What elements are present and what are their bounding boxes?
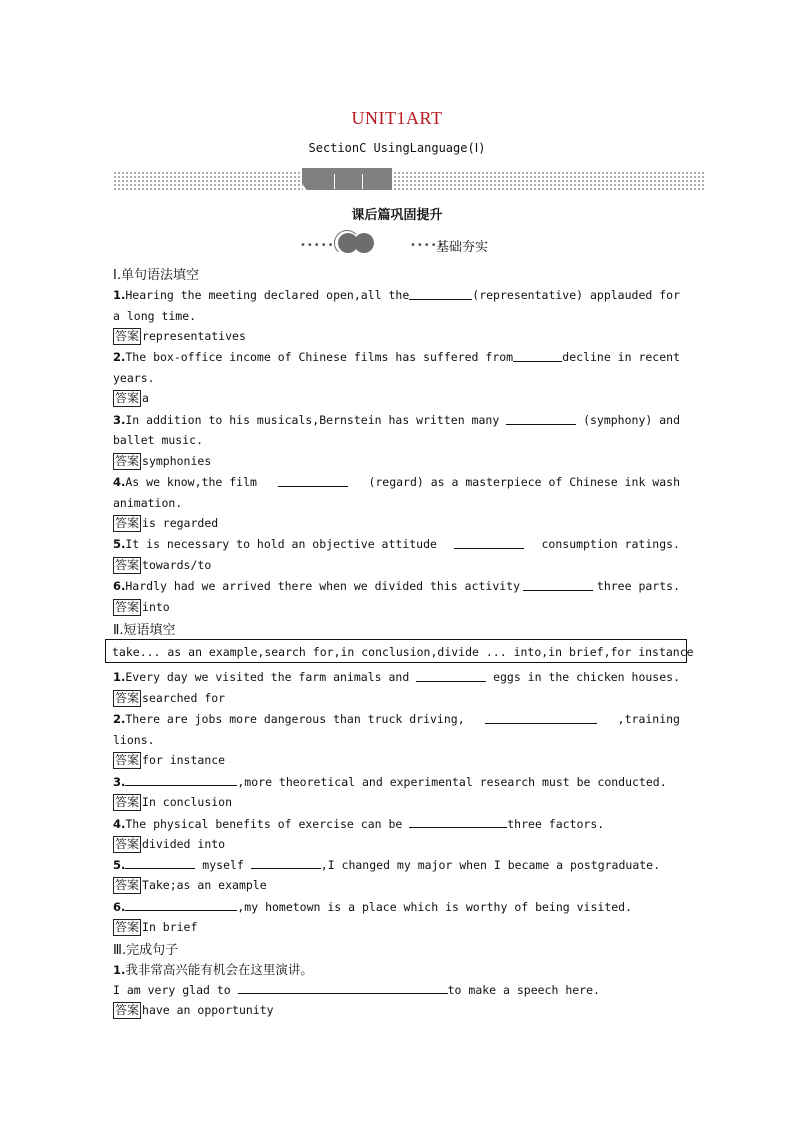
part1-q4-line2: animation. xyxy=(113,496,183,510)
part1-heading: Ⅰ.单句语法填空 xyxy=(113,268,199,283)
phrase-bank-box: take... as an example,search for,in conclusion,divide ... into,in brief,for instance xyxy=(105,639,687,663)
answer-blank[interactable] xyxy=(409,816,507,828)
unit-title: UNIT1ART xyxy=(351,108,443,128)
answer-blank[interactable] xyxy=(454,537,524,549)
part3-q1-line1: I am very glad to to make a speech here. xyxy=(113,983,600,997)
answer-label: 答案 xyxy=(115,795,140,809)
part3-q1-answer: 答案 have an opportunity xyxy=(115,1003,274,1017)
part1-q2-answer: 答案 a xyxy=(115,391,149,405)
answer-blank[interactable] xyxy=(125,774,237,786)
answer-label: 答案 xyxy=(115,391,140,405)
answer-blank[interactable] xyxy=(251,857,321,869)
part2-q6-answer: 答案 In brief xyxy=(115,920,198,934)
section-subtitle: SectionC UsingLanguage(Ⅰ) xyxy=(308,141,486,155)
part2-q4-answer: 答案 divided into xyxy=(115,837,226,851)
dots-decoration-left: ••••• xyxy=(300,240,335,251)
part2-q2-line2: lions. xyxy=(113,733,155,747)
answer-blank[interactable] xyxy=(278,475,348,487)
answer-blank[interactable] xyxy=(125,857,195,869)
part2-q4-line1: 4.The physical benefits of exercise can be three factors. xyxy=(113,817,605,831)
dots-decoration-right: ••••• xyxy=(410,240,445,251)
part2-q6-line1: 6. ,my hometown is a place which is worthy of being visited. xyxy=(113,900,633,914)
part1-q1-line2: a long time. xyxy=(113,309,197,323)
answer-label: 答案 xyxy=(115,454,140,468)
part1-q5-line1: 5.It is necessary to hold an objective attitude consumption ratings. xyxy=(113,537,680,551)
part1-q4-line1: 4.As we know,the film (regard) as a masterpiece of Chinese ink wash xyxy=(113,475,680,489)
answer-blank[interactable] xyxy=(409,288,472,300)
answer-label: 答案 xyxy=(115,329,140,343)
answer-blank[interactable] xyxy=(485,712,597,724)
answer-label: 答案 xyxy=(115,558,140,572)
dotted-divider-left xyxy=(113,171,303,191)
answer-label: 答案 xyxy=(115,600,140,614)
part1-q2-line1: 2.The box-office income of Chinese films has suffered from decline in recent xyxy=(113,350,680,364)
part1-q3-line1: 3.In addition to his musicals,Bernstein has written many (symphony) and xyxy=(113,413,680,427)
level-badge xyxy=(300,231,500,257)
section-tab-decoration xyxy=(302,168,392,190)
dotted-divider-right xyxy=(393,171,705,191)
part2-heading: Ⅱ.短语填空 xyxy=(113,623,176,638)
part2-q3-answer: 答案 In conclusion xyxy=(115,795,233,809)
badge-label: 基础夯实 xyxy=(436,240,489,255)
part1-q6-answer: 答案 into xyxy=(115,600,170,614)
part1-q2-line2: years. xyxy=(113,371,155,385)
part1-q6-line1: 6.Hardly had we arrived there when we divided this activity three parts. xyxy=(113,579,680,593)
answer-label: 答案 xyxy=(115,691,140,705)
answer-label: 答案 xyxy=(115,878,140,892)
part3-q1-chinese: 1.我非常高兴能有机会在这里演讲。 xyxy=(113,962,313,977)
answer-blank[interactable] xyxy=(416,670,486,682)
answer-label: 答案 xyxy=(115,753,140,767)
answer-label: 答案 xyxy=(115,1003,140,1017)
circle-icon-right xyxy=(354,233,374,253)
answer-blank[interactable] xyxy=(238,982,448,994)
part2-q3-line1: 3. ,more theoretical and experimental research must be conducted. xyxy=(113,775,667,789)
part1-q5-answer: 答案 towards/to xyxy=(115,558,212,572)
part1-q3-answer: 答案 symphonies xyxy=(115,454,212,468)
part2-q2-answer: 答案 for instance xyxy=(115,753,226,767)
part2-q5-answer: 答案 Take;as an example xyxy=(115,878,267,892)
part2-q1-answer: 答案 searched for xyxy=(115,691,226,705)
part2-q5-line1: 5. myself ,I changed my major when I became a postgraduate. xyxy=(113,858,661,872)
part1-q1-line1: 1.Hearing the meeting declared open,all the (representative) applauded for xyxy=(113,288,680,302)
part1-q1-answer: 答案 representatives xyxy=(115,329,246,343)
part2-q2-line1: 2.There are jobs more dangerous than truck driving, ,training xyxy=(113,712,680,726)
answer-label: 答案 xyxy=(115,516,140,530)
section-heading: 课后篇巩固提升 xyxy=(351,208,443,223)
answer-blank[interactable] xyxy=(513,350,562,362)
answer-blank[interactable] xyxy=(125,899,237,911)
answer-blank[interactable] xyxy=(506,413,576,425)
answer-label: 答案 xyxy=(115,920,140,934)
part2-q1-line1: 1.Every day we visited the farm animals and eggs in the chicken houses. xyxy=(113,670,680,684)
answer-label: 答案 xyxy=(115,837,140,851)
part1-q4-answer: 答案 is regarded xyxy=(115,516,219,530)
part3-heading: Ⅲ.完成句子 xyxy=(113,943,179,958)
part1-q3-line2: ballet music. xyxy=(113,433,204,447)
answer-blank[interactable] xyxy=(523,579,593,591)
